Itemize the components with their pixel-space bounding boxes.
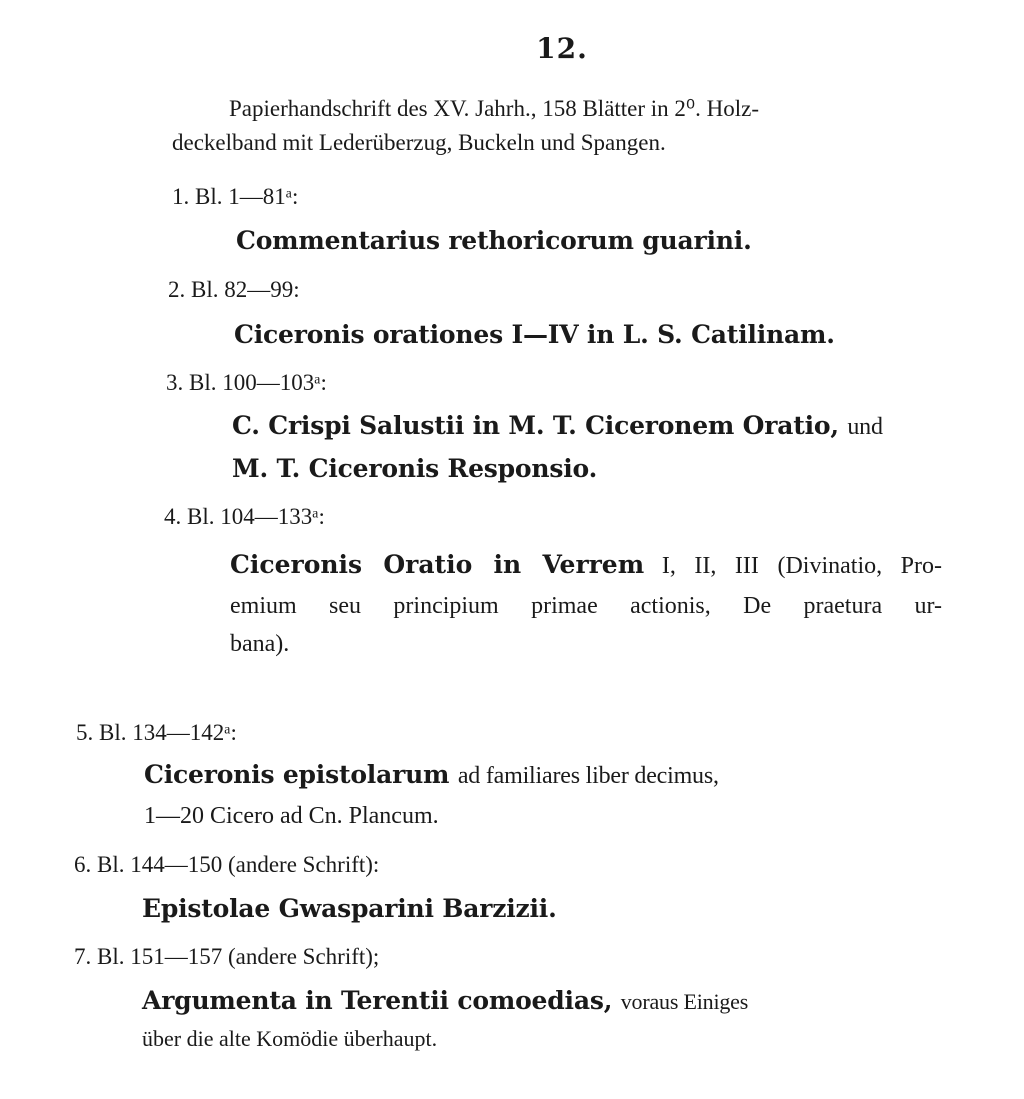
entry-3-title-text: C. Crispi Salustii in M. T. Ciceronem Oratio, <box>232 411 839 440</box>
entry-6-reference: 6. Bl. 144—150 (andere Schrift): <box>74 852 380 877</box>
entry-3-title-line-1 <box>232 411 883 441</box>
entry-4-line-3: bana). <box>230 631 290 657</box>
page-number: 12. <box>536 32 588 65</box>
entry-5-title: Ciceronis epistolarum <box>144 760 450 789</box>
entry-4-title: Ciceronis Oratio in Verrem <box>230 550 645 579</box>
entry-5-line-1 <box>144 760 719 790</box>
description-line-1: Papierhandschrift des XV. Jahrh., 158 Blätter in 2⁰. Holz- <box>229 96 760 121</box>
entry-3-conjunction: und <box>847 414 883 440</box>
entry-4-line-1 <box>230 546 942 587</box>
entry-7-line-2: über die alte Komödie überhaupt. <box>142 1026 438 1051</box>
entry-7-title: Argumenta in Terentii comoedias, <box>142 986 613 1015</box>
entry-3-reference: 3. Bl. 100—103ᵃ: <box>166 370 327 395</box>
description-line-2: deckelband mit Lederüberzug, Buckeln und Spangen. <box>172 130 666 155</box>
entry-4-body <box>230 546 942 663</box>
entry-1-reference: 1. Bl. 1—81ᵃ: <box>172 184 299 209</box>
entry-7-line-1 <box>142 986 748 1015</box>
entry-7-reference: 7. Bl. 151—157 (andere Schrift); <box>74 944 380 969</box>
manuscript-description <box>172 92 952 160</box>
entry-1-title: Commentarius rethoricorum guarini. <box>236 226 752 255</box>
entry-6-title: Epistolae Gwasparini Barzizii. <box>142 894 557 923</box>
entry-3-title-line-2: M. T. Ciceronis Responsio. <box>232 454 598 483</box>
entry-5-line-2: 1—20 Cicero ad Cn. Plancum. <box>144 803 439 829</box>
entry-5-description: ad familiares liber decimus, <box>457 763 719 789</box>
entry-4-reference: 4. Bl. 104—133ᵃ: <box>164 504 325 529</box>
entry-2-title: Ciceronis orationes I—IV in L. S. Catilinam. <box>234 320 835 349</box>
entry-5-reference: 5. Bl. 134—142ᵃ: <box>76 720 237 745</box>
entry-7-description: voraus Einiges <box>620 989 749 1014</box>
entry-4-volumes: I, II, III (Divinatio, Pro- <box>661 553 943 579</box>
entry-2-reference: 2. Bl. 82—99: <box>168 277 300 302</box>
entry-4-line-2: emium seu principium primae actionis, De praetura ur- <box>230 593 942 619</box>
